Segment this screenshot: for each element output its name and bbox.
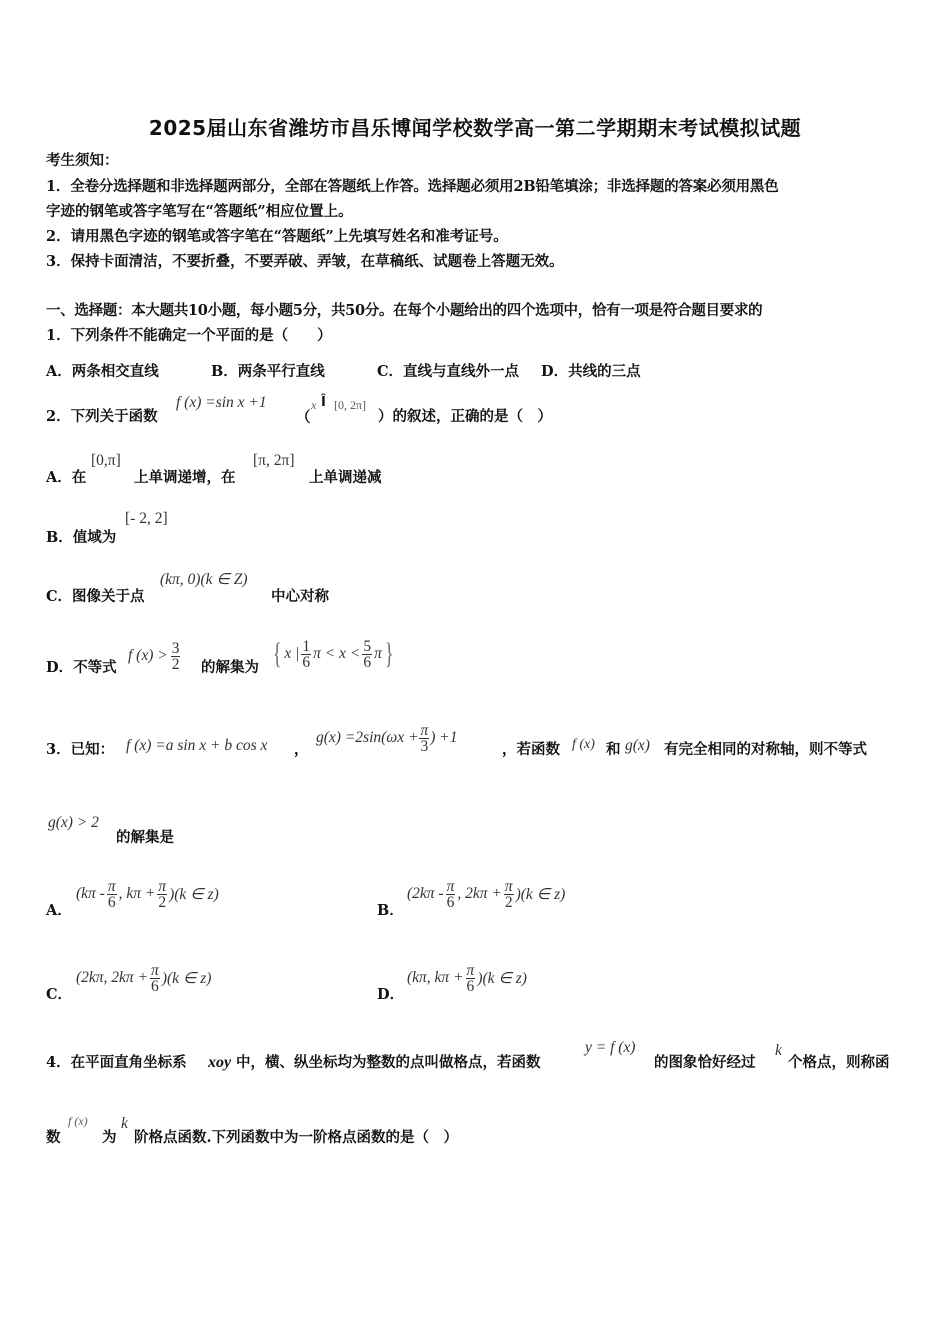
option-fraction-2: [504, 879, 514, 910]
question-4-line-2-wei: 为: [102, 1129, 117, 1146]
question-2-option-a-interval-2: [π, 2π]: [253, 452, 295, 469]
fraction-denominator: 2: [504, 893, 513, 911]
question-2-option-c-label: C．图像关于点: [46, 588, 145, 605]
question-3-option-d-math: [407, 956, 527, 1000]
question-1-option-b: B．两条平行直线: [211, 363, 325, 380]
question-4-k: k: [775, 1042, 782, 1059]
question-2-option-d-ineq-left: f (x) >: [128, 647, 168, 664]
option-fraction: [150, 963, 160, 994]
question-2-stem-prefix: 2．下列关于函数: [46, 408, 158, 425]
option-fraction-1: [107, 879, 117, 910]
fraction-numerator: π: [466, 961, 475, 979]
question-1-option-a: A．两条相交直线: [46, 363, 159, 380]
question-2-option-d-set-fraction-1: [301, 639, 311, 670]
option-math-post: )(k ∈ z): [169, 885, 219, 903]
section-heading: 一、选择题：本大题共10小题，每小题5分，共50分。在每个小题给出的四个选项中，恰有一项是符合题目要求的: [46, 302, 763, 319]
fraction-numerator: 1: [302, 637, 311, 655]
option-math-pre: (kπ, kπ +: [407, 969, 464, 986]
question-3-g-def-pre: g(x) =2sin(ωx +: [316, 729, 419, 746]
question-2-option-d-set-b: π < x <: [313, 645, 361, 662]
question-3-gx: g(x): [625, 737, 650, 754]
question-3-fx: f (x): [572, 737, 595, 752]
option-fraction-1: [446, 879, 456, 910]
question-3-option-c-math: [76, 956, 211, 1000]
question-3-option-b-math: [407, 872, 565, 916]
question-3-option-c-label: C．: [46, 986, 73, 1003]
question-2-function: f (x) =sin x +1: [176, 394, 267, 411]
option-math-pre: (kπ -: [76, 885, 105, 902]
fraction-denominator: 6: [446, 893, 455, 911]
fraction-denominator: 6: [363, 653, 372, 671]
fraction-denominator: 3: [420, 737, 429, 755]
question-2-option-d-set-a: x |: [284, 645, 300, 662]
option-math-post: )(k ∈ z): [477, 969, 527, 987]
question-3-he: 和: [606, 741, 621, 758]
option-math-mid: , kπ +: [118, 885, 156, 902]
question-2-option-d-inequality: [128, 634, 180, 678]
question-3-g-definition: [316, 716, 457, 760]
question-2-option-c-suffix: 中心对称: [271, 588, 329, 605]
question-2-option-a-suffix: 上单调递减: [309, 469, 382, 486]
question-2-option-d-mid: 的解集为: [201, 659, 259, 676]
page-title: 2025届山东省潍坊市昌乐博闻学校数学高一第二学期期末考试模拟试题: [148, 116, 802, 140]
brace-left-icon: {: [272, 637, 282, 670]
question-2-option-d-set-c: π: [374, 645, 382, 662]
question-2-option-d-label: D．不等式: [46, 659, 117, 676]
fraction-numerator: π: [420, 721, 429, 739]
option-fraction-2: [157, 879, 167, 910]
fraction-denominator: 2: [171, 655, 180, 673]
brace-right-icon: }: [384, 637, 394, 670]
fraction-denominator: 6: [466, 977, 475, 995]
notice-heading: 考生须知：: [46, 152, 119, 169]
question-2-option-a-interval-1: [0,π]: [91, 452, 121, 469]
question-2-domain-open: （: [296, 409, 311, 426]
question-3-g-def-post: ) +1: [430, 729, 458, 746]
question-3-line-2-suffix: 的解集是: [116, 829, 174, 846]
question-2-option-d-set: [270, 628, 396, 680]
notice-item-1-line-1: 1．全卷分选择题和非选择题两部分，全部在答题纸上作答。选择题必须用2B铅笔填涂；非选择题的答案必须用黑色: [46, 178, 779, 195]
question-2-option-d-fraction: [171, 641, 181, 672]
fraction-denominator: 6: [107, 893, 116, 911]
question-2-option-b-label: B．值域为: [46, 529, 117, 546]
question-2-domain-interval: [0, 2π]: [334, 398, 367, 412]
question-3-option-a-label: A．: [46, 902, 72, 919]
question-3-stem-prefix: 3．已知：: [46, 741, 115, 758]
fraction-numerator: π: [151, 961, 159, 979]
option-math-pre: (2kπ -: [407, 885, 444, 902]
question-3-option-d-label: D．: [377, 986, 405, 1003]
fraction-numerator: 3: [171, 639, 180, 657]
question-4-stem-mid-1: 中，横、纵坐标均为整数的点叫做格点，若函数: [236, 1054, 541, 1071]
question-4-line-2-k: k: [121, 1115, 128, 1132]
question-3-g-fraction: [419, 723, 429, 754]
fraction-numerator: π: [107, 877, 116, 895]
fraction-numerator: π: [504, 877, 513, 895]
fraction-denominator: 6: [302, 653, 311, 671]
fraction-numerator: π: [158, 877, 167, 895]
notice-item-3: 3．保持卡面清洁，不要折叠，不要弄破、弄皱，在草稿纸、试题卷上答题无效。: [46, 253, 564, 270]
question-4-xoy: xoy: [208, 1054, 232, 1071]
question-2-option-a-mid: 上单调递增，在: [134, 469, 236, 486]
notice-item-2: 2．请用黑色字迹的钢笔或答字笔在“答题纸”上先填写姓名和准考证号。: [46, 228, 508, 245]
question-2-option-a-label: A．在: [46, 469, 87, 486]
question-1-option-c: C．直线与直线外一点: [377, 363, 520, 380]
question-3-stem-mid: ，若函数: [502, 741, 560, 758]
question-1-stem: 1．下列条件不能确定一个平面的是（ ）: [46, 327, 332, 344]
option-math-post: )(k ∈ z): [161, 969, 212, 987]
question-4-stem-mid-2: 的图象恰好经过: [654, 1054, 756, 1071]
question-4-line-2-fx: f (x): [68, 1114, 88, 1128]
question-2-option-d-set-fraction-2: [362, 639, 372, 670]
notice-item-1-line-2: 字迹的钢笔或答字笔写在“答题纸”相应位置上。: [46, 203, 353, 220]
question-3-comma: ，: [294, 741, 309, 758]
question-4-line-2-suffix: 阶格点函数.下列函数中为一阶格点函数的是（ ）: [134, 1129, 459, 1146]
fraction-numerator: π: [446, 877, 455, 895]
question-2-stem-suffix: ）的叙述，正确的是（ ）: [378, 408, 552, 425]
question-3-inequality: g(x) > 2: [48, 814, 99, 831]
question-3-option-a-math: [76, 872, 219, 916]
question-1-option-d: D．共线的三点: [541, 363, 641, 380]
option-math-post: )(k ∈ z): [515, 885, 566, 903]
option-math-pre: (2kπ, 2kπ +: [76, 969, 149, 986]
question-3-option-b-label: B．: [377, 902, 404, 919]
question-2-domain-x: x: [311, 398, 317, 412]
question-4-stem-suffix: 个格点，则称函: [788, 1054, 890, 1071]
fraction-numerator: 5: [363, 637, 372, 655]
option-fraction: [466, 963, 476, 994]
question-4-y-equals-fx: y = f (x): [585, 1039, 636, 1056]
fraction-denominator: 6: [151, 977, 159, 995]
question-4-line-2-prefix: 数: [46, 1129, 61, 1146]
question-3-f-definition: f (x) =a sin x + b cos x: [126, 737, 268, 754]
question-3-stem-suffix: 有完全相同的对称轴，则不等式: [664, 741, 867, 758]
question-4-stem-prefix: 4．在平面直角坐标系: [46, 1054, 187, 1071]
fraction-denominator: 2: [158, 893, 167, 911]
option-math-mid: , 2kπ +: [457, 885, 502, 902]
question-2-domain-symbol: Î: [321, 395, 326, 410]
question-2-option-c-point: (kπ, 0)(k ∈ Z): [160, 571, 248, 588]
question-2-option-b-interval: [- 2, 2]: [125, 510, 168, 527]
